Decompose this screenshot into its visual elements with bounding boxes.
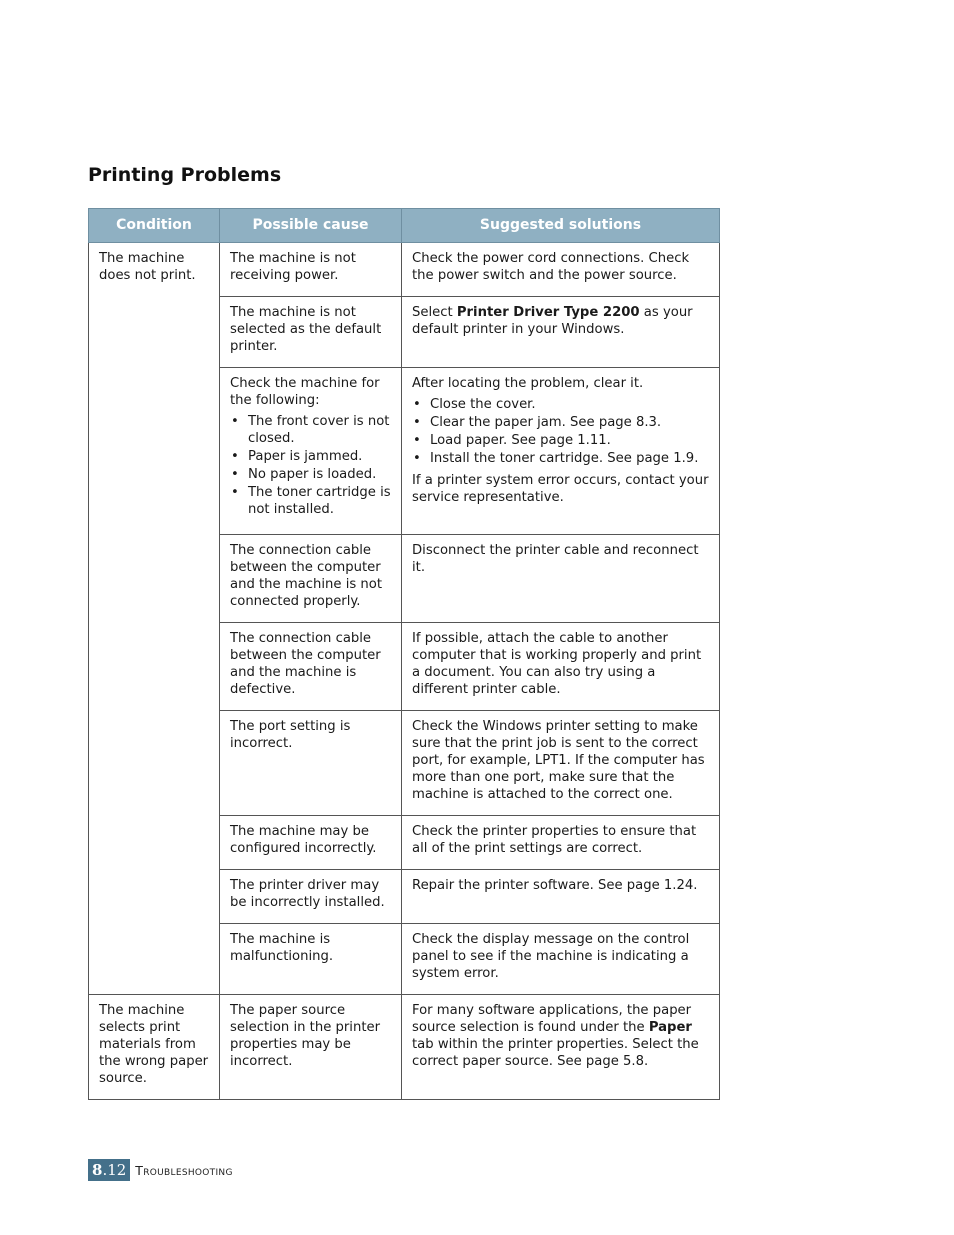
list-item: • The toner cartridge is not installed. [230,484,391,518]
list-item: • No paper is loaded. [230,466,391,483]
cause-cell: The machine is not selected as the default printer. [220,297,402,368]
solution-bold-text: Printer Driver Type 2200 [456,305,640,320]
condition-cell: The machine selects print materials from the wrong paper source. [89,995,220,1100]
solution-cell [402,297,720,368]
solution-text: tab within the printer properties. Select the correct paper source. See page 5.8. [412,1037,699,1069]
cause-cell: The connection cable between the computer and the machine is not connected properly. [220,535,402,623]
solution-bullet-list [412,396,709,467]
list-item: • Install the toner cartridge. See page 1.9. [412,450,709,467]
solution-bold-text: Paper [648,1020,692,1035]
header-suggested-solutions: Suggested solutions [402,209,720,243]
solution-cell: Check the printer properties to ensure that all of the print settings are correct. [402,816,720,870]
solution-cell: Check the power cord connections. Check the power switch and the power source. [402,243,720,297]
cause-cell: The port setting is incorrect. [220,711,402,816]
cause-cell: The paper source selection in the printer properties may be incorrect. [220,995,402,1100]
list-item: • Clear the paper jam. See page 8.3. [412,414,709,431]
cause-intro: Check the machine for the following: [230,376,380,408]
chapter-number: 8 [92,1161,103,1179]
solution-cell [402,368,720,535]
condition-cell: The machine does not print. [89,243,220,995]
cause-cell [220,368,402,535]
table-row [89,243,720,297]
page-number: .12 [102,1161,127,1179]
cause-bullet-list [230,413,391,518]
page-footer [88,1159,233,1181]
list-item: • Paper is jammed. [230,448,391,465]
page-number-badge [88,1159,130,1181]
list-item: • The front cover is not closed. [230,413,391,447]
table-row [89,995,720,1100]
solution-cell: Check the Windows printer setting to make sure that the print job is sent to the correct port, for example, LPT1. If the computer has more than one port, make sure that the machine is attached to the correct one. [402,711,720,816]
solution-note: If a printer system error occurs, contact your service representative. [412,473,709,505]
cause-cell: The machine is not receiving power. [220,243,402,297]
page-title: Printing Problems [88,164,282,186]
header-possible-cause: Possible cause [220,209,402,243]
cause-cell: The connection cable between the computer and the machine is defective. [220,623,402,711]
cause-cell: The printer driver may be incorrectly installed. [220,870,402,924]
table-header-row [89,209,720,243]
cause-cell: The machine may be configured incorrectly. [220,816,402,870]
solution-cell: Repair the printer software. See page 1.24. [402,870,720,924]
solution-intro: After locating the problem, clear it. [412,376,644,391]
troubleshooting-table [88,208,720,1100]
cause-cell: The machine is malfunctioning. [220,924,402,995]
list-item: • Close the cover. [412,396,709,413]
solution-cell: If possible, attach the cable to another computer that is working properly and print a document. You can also try using a different printer cable. [402,623,720,711]
section-name: Troubleshooting [135,1162,233,1178]
solution-text: Select [412,305,457,320]
solution-cell: Disconnect the printer cable and reconnect it. [402,535,720,623]
solution-cell [402,995,720,1100]
solution-text: as your default printer in your Windows. [412,305,693,337]
header-condition: Condition [89,209,220,243]
solution-cell: Check the display message on the control panel to see if the machine is indicating a system error. [402,924,720,995]
solution-text: For many software applications, the paper source selection is found under the [412,1003,692,1035]
list-item: • Load paper. See page 1.11. [412,432,709,449]
